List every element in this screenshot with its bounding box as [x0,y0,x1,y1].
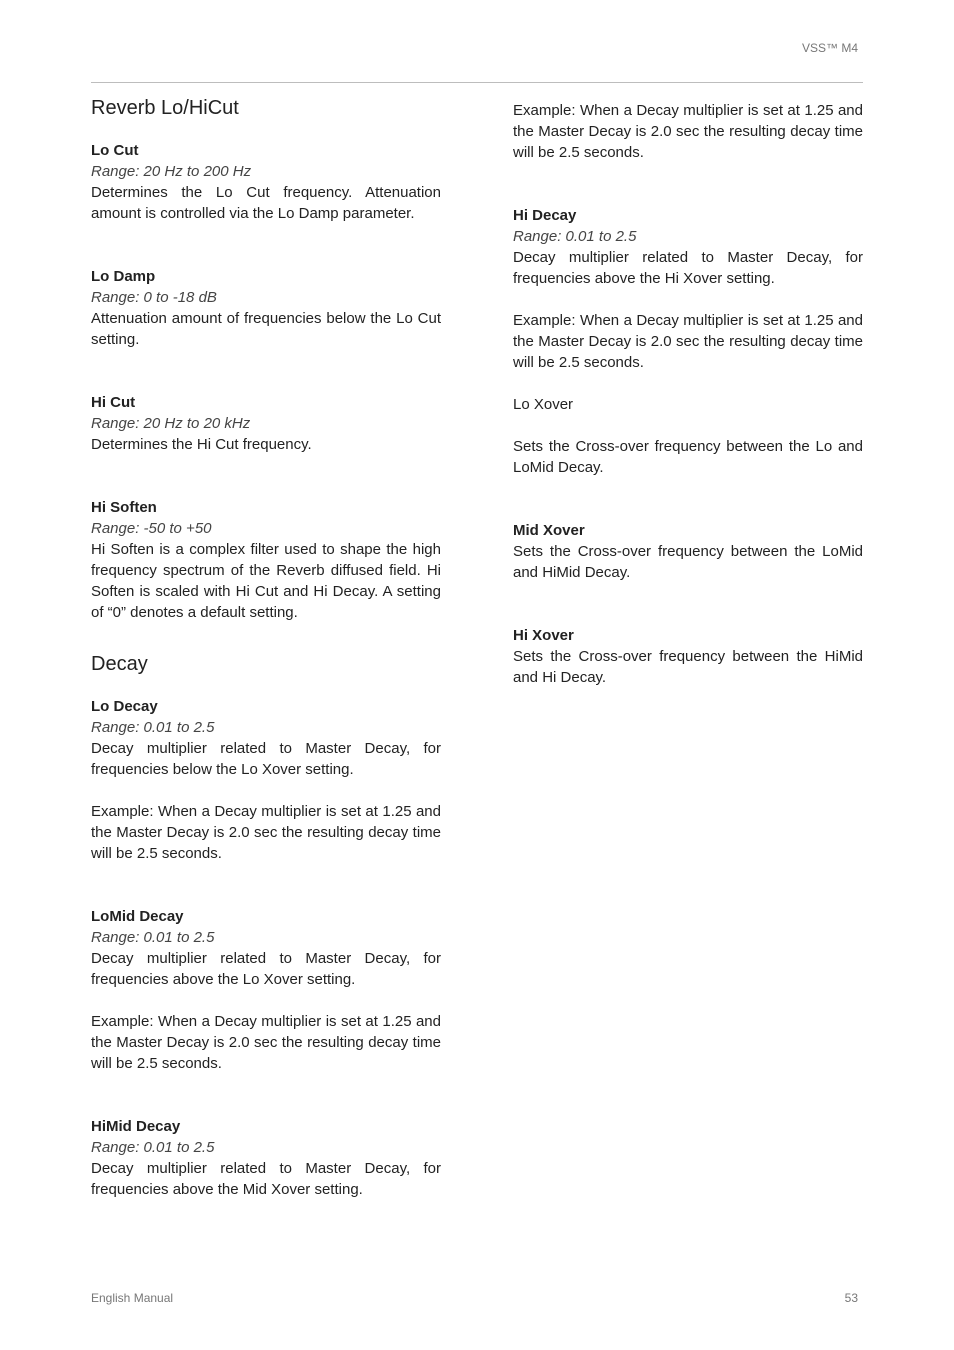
param-example: Example: When a Decay multiplier is set at 1.25 and the Master Decay is 2.0 sec the resulting decay time will be 2.5 seconds. [91,1013,441,1072]
param-range: Range: 20 Hz to 200 Hz [91,163,252,180]
right-column [513,100,863,688]
param-description: Decay multiplier related to Master Decay, for frequencies above the Mid Xover setting. [91,1160,441,1198]
param-name: Lo Cut [91,142,139,159]
param-lo-cut [91,140,441,224]
param-range: Range: 0 to -18 dB [91,289,217,306]
param-range: Range: 20 Hz to 20 kHz [91,415,251,432]
param-hi-soften [91,497,441,623]
param-name: Hi Xover [513,627,574,644]
param-name: Hi Soften [91,499,157,516]
param-description: Sets the Cross-over frequency between the HiMid and Hi Decay. [513,648,863,686]
section-title-decay: Decay [91,653,148,675]
param-description: Determines the Lo Cut frequency. Attenuation amount is controlled via the Lo Damp parameter. [91,184,441,222]
param-himid-decay-continued [513,100,863,163]
header-product-name: VSS™ M4 [801,41,858,55]
param-range: Range: -50 to +50 [91,520,212,537]
param-name: Lo Decay [91,698,158,715]
param-description: Sets the Cross-over frequency between the Lo and LoMid Decay. [513,438,863,476]
param-description: Decay multiplier related to Master Decay, for frequencies above the Hi Xover setting. [513,249,863,287]
param-name-plain: Lo Xover [513,396,574,413]
left-column [91,96,441,1200]
param-hi-xover [513,625,863,688]
param-name: HiMid Decay [91,1118,181,1135]
param-example: Example: When a Decay multiplier is set at 1.25 and the Master Decay is 2.0 sec the resulting decay time will be 2.5 seconds. [513,102,863,161]
param-range: Range: 0.01 to 2.5 [513,228,637,245]
param-name: Hi Decay [513,207,577,224]
param-range: Range: 0.01 to 2.5 [91,929,215,946]
param-name: Hi Cut [91,394,136,411]
param-example: Example: When a Decay multiplier is set at 1.25 and the Master Decay is 2.0 sec the resulting decay time will be 2.5 seconds. [91,803,441,862]
param-hi-cut [91,392,441,455]
param-himid-decay [91,1116,441,1200]
param-range: Range: 0.01 to 2.5 [91,719,215,736]
param-lo-damp [91,266,441,350]
param-description: Sets the Cross-over frequency between the LoMid and HiMid Decay. [513,543,863,581]
param-description: Decay multiplier related to Master Decay, for frequencies below the Lo Xover setting. [91,740,441,778]
param-name: LoMid Decay [91,908,184,925]
section-title-reverb-lohicut: Reverb Lo/HiCut [91,97,239,119]
param-mid-xover [513,520,863,583]
param-name: Mid Xover [513,522,585,539]
header-divider [91,82,863,83]
param-description: Determines the Hi Cut frequency. [91,436,312,453]
param-description: Decay multiplier related to Master Decay, for frequencies above the Lo Xover setting. [91,950,441,988]
footer-manual-label: English Manual [91,1291,174,1305]
param-range: Range: 0.01 to 2.5 [91,1139,215,1156]
param-name: Lo Damp [91,268,156,285]
param-hi-decay [513,205,863,478]
param-description: Attenuation amount of frequencies below the Lo Cut setting. [91,310,441,348]
param-lo-decay [91,696,441,864]
param-lomid-decay [91,906,441,1074]
footer-page-number: 53 [844,1291,858,1305]
param-example: Example: When a Decay multiplier is set at 1.25 and the Master Decay is 2.0 sec the resulting decay time will be 2.5 seconds. [513,312,863,371]
param-description: Hi Soften is a complex filter used to shape the high frequency spectrum of the Reverb diffused field. Hi Soften is scaled with Hi Cut and Hi Decay. A setting of “0” denotes a default setting. [91,541,441,621]
